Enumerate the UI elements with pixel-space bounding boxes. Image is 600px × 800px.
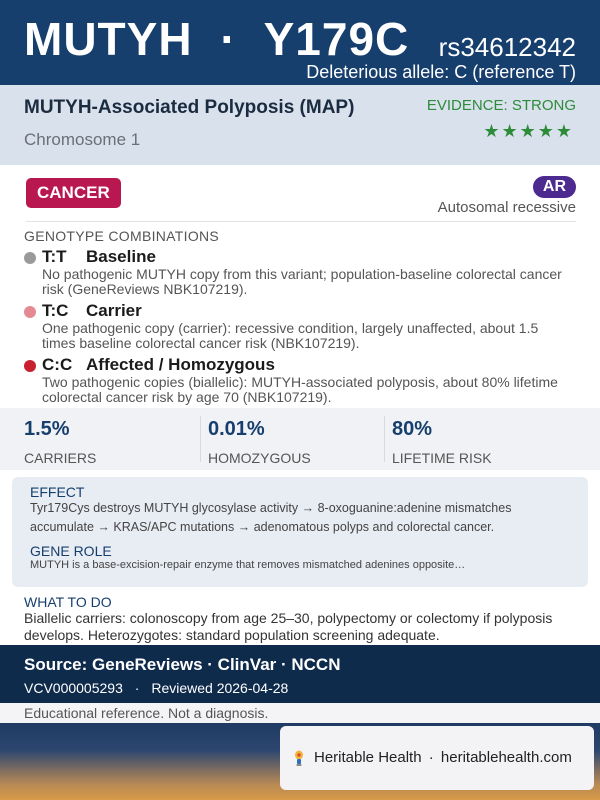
stat-label: LIFETIME RISK — [392, 450, 492, 466]
stat-value: 1.5% — [24, 418, 70, 440]
brand-logo-icon — [292, 749, 306, 767]
effect-panel — [12, 477, 588, 587]
variant-title — [24, 12, 409, 66]
condition-bar — [0, 85, 600, 165]
genotype-name: Carrier — [86, 301, 142, 320]
source-line: Source: GeneReviews · ClinVar · NCCN — [24, 655, 341, 674]
genotype-code: T:C — [42, 301, 69, 320]
brand-card[interactable] — [280, 726, 594, 790]
genotype-name: Affected / Homozygous — [86, 355, 275, 374]
genotype-dot-icon — [24, 360, 36, 372]
gene-role-text: MUTYH is a base-excision-repair enzyme that removes mismatched adenines opposite… — [30, 559, 466, 571]
stat-value: 80% — [392, 418, 433, 440]
stat-label: CARRIERS — [24, 450, 97, 466]
brand-name: Heritable Health — [314, 749, 422, 766]
gene-role-heading: GENE ROLE — [30, 543, 112, 559]
brand-url-link[interactable]: heritablehealth.com — [440, 749, 572, 766]
stat-divider — [384, 416, 385, 462]
stat-label: HOMOZYGOUS — [208, 450, 311, 466]
genotype-code: T:T — [42, 247, 67, 266]
what-to-do-text: Biallelic carriers: colonoscopy from age 25–30, polypectomy or colectomy if polyposis develops. Heterozygotes: standard population screening adequate. — [24, 610, 553, 643]
genotype-dot-icon — [24, 252, 36, 264]
category-badge: CANCER — [26, 178, 121, 208]
what-to-do-heading: WHAT TO DO — [24, 594, 112, 610]
reviewed-date: Reviewed 2026-04-28 — [151, 680, 289, 696]
effect-text: Tyr179Cys destroys MUTYH glycosylase activity → 8-oxoguanine:adenine mismatches accumulate → KRAS/APC mutations → adenomatous polyps and colorectal cancer. — [30, 501, 512, 534]
rsid-label: rs34612342 — [438, 32, 576, 62]
genotype-label — [42, 301, 142, 321]
brand-separator: · — [428, 749, 434, 766]
genotype-heading: GENOTYPE COMBINATIONS — [24, 228, 220, 244]
gene-symbol: MUTYH — [24, 13, 193, 65]
meta-separator: · — [134, 680, 140, 696]
inheritance-badge: AR — [533, 176, 576, 198]
details-card — [0, 165, 600, 645]
genotype-description: No pathogenic MUTYH copy from this variant; population-baseline colorectal cancer risk (GeneReviews NBK107219). — [42, 266, 562, 297]
genotype-code: C:C — [42, 355, 73, 374]
genotype-name: Baseline — [86, 247, 156, 266]
protein-change: Y179C — [263, 13, 410, 65]
divider — [26, 221, 576, 222]
inheritance-label: Autosomal recessive — [437, 199, 576, 216]
evidence-label: EVIDENCE: STRONG — [426, 97, 576, 114]
brand-text — [314, 749, 572, 766]
variant-header — [0, 0, 600, 85]
stat-value: 0.01% — [208, 418, 265, 440]
source-bar — [0, 645, 600, 703]
evidence-stars-icon: ★★★★★ — [483, 121, 574, 141]
title-separator: · — [220, 13, 237, 65]
allele-note: Deleterious allele: C (reference T) — [306, 62, 576, 82]
effect-heading: EFFECT — [30, 484, 85, 500]
clinvar-accession: VCV000005293 — [24, 680, 123, 696]
condition-name: MUTYH-Associated Polyposis (MAP) — [24, 97, 355, 118]
stat-divider — [200, 416, 201, 462]
stats-row — [0, 408, 600, 470]
genotype-description: One pathogenic copy (carrier): recessive condition, largely unaffected, about 1.5 times baseline colorectal cancer risk (NBK107219). — [42, 320, 539, 351]
source-meta — [24, 680, 288, 696]
chromosome-label: Chromosome 1 — [24, 130, 141, 149]
genotype-description: Two pathogenic copies (biallelic): MUTYH-associated polyposis, about 80% lifetime colorectal cancer risk by age 70 (NBK107219). — [42, 374, 558, 405]
genotype-label — [42, 355, 275, 375]
disclaimer-text: Educational reference. Not a diagnosis. — [24, 705, 269, 721]
genotype-label — [42, 247, 156, 267]
genotype-dot-icon — [24, 306, 36, 318]
